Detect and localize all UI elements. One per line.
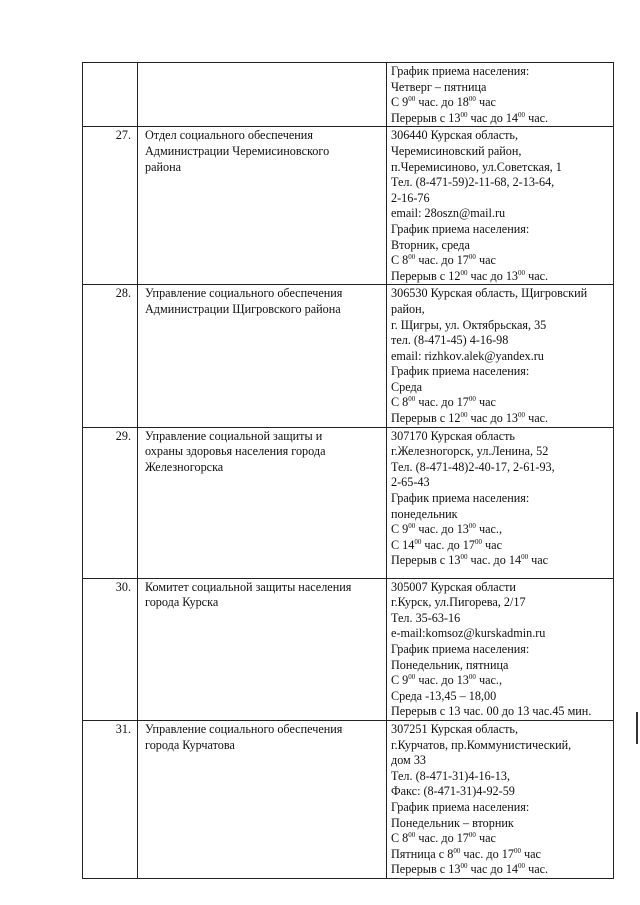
contact-line: тел. (8-471-45) 4-16-98 <box>391 333 509 348</box>
contact-line: Вторник, среда <box>391 237 470 252</box>
contact-info <box>387 127 614 285</box>
contact-line: 306530 Курская область, Щигровский <box>391 286 588 301</box>
contact-line: 307170 Курская область <box>391 428 515 443</box>
superscript: 00 <box>518 268 526 277</box>
organization-name <box>138 127 387 285</box>
row-number: 28. <box>83 285 138 427</box>
superscript: 00 <box>408 253 416 262</box>
contact-line: п.Черемисиново, ул.Советская, 1 <box>391 159 562 174</box>
contact-line: Перерыв с $12^{00}$ час до $13^{00}$ час. <box>391 411 549 426</box>
organization-line: Управление социального обеспечения <box>145 286 343 301</box>
superscript: 00 <box>468 831 476 840</box>
organization-line: Железногорска <box>145 459 224 474</box>
contact-line: 306440 Курская область, <box>391 128 519 143</box>
row-number: 31. <box>83 721 138 879</box>
superscript: 00 <box>468 395 476 404</box>
contact-line: С $8^{00}$ час. до $17^{00}$ час <box>391 395 496 410</box>
organization-name <box>138 285 387 427</box>
organization-line: города Курска <box>145 595 219 610</box>
table-row <box>83 721 614 879</box>
contact-line: С $9^{00}$ час. до $13^{00}$ час., <box>391 522 502 537</box>
superscript: 00 <box>468 95 476 104</box>
organization-line: Отдел социального обеспечения <box>145 128 313 143</box>
superscript: 00 <box>518 110 526 119</box>
contact-line: 2-16-76 <box>391 190 430 205</box>
contact-line: С $8^{00}$ час. до $17^{00}$ час <box>391 253 496 268</box>
row-number: 27. <box>83 127 138 285</box>
superscript: 00 <box>408 395 416 404</box>
contact-line: Перерыв с $12^{00}$ час до $13^{00}$ час. <box>391 268 549 283</box>
row-number: 30. <box>83 578 138 720</box>
organization-name <box>138 721 387 879</box>
contact-info <box>387 427 614 578</box>
superscript: 00 <box>468 253 476 262</box>
contact-line: г.Курск, ул.Пигорева, 2/17 <box>391 595 526 610</box>
organization-line: Управление социального обеспечения <box>145 722 343 736</box>
contact-line: Черемисиновский район, <box>391 143 522 158</box>
superscript: 00 <box>408 673 416 682</box>
superscript: 00 <box>460 268 468 277</box>
row-number: 29. <box>83 427 138 578</box>
superscript: 00 <box>460 862 468 871</box>
superscript: 00 <box>518 411 526 420</box>
contact-line: email: rizhkov.alek@yandex.ru <box>391 348 544 363</box>
contact-line: г.Курчатов, пр.Коммунистический, <box>391 737 572 752</box>
superscript: 00 <box>475 537 482 546</box>
organization-line: Комитет социальной защиты населения <box>145 579 352 594</box>
superscript: 00 <box>408 522 416 531</box>
organization-line: Администрации Черемисиновского <box>145 143 330 158</box>
superscript: 00 <box>468 522 476 531</box>
organization-name <box>138 63 387 127</box>
contact-line: 2-65-43 <box>391 475 430 490</box>
superscript: 00 <box>521 553 529 562</box>
contact-line: С $8^{00}$ час. до $17^{00}$ час <box>391 831 496 846</box>
edge-mark <box>636 712 638 744</box>
contact-line: Перерыв с $13^{00}$ час до $14^{00}$ час. <box>391 110 549 125</box>
contact-line: понедельник <box>391 506 458 521</box>
contact-line: Тел. (8-471-31)4-16-13, <box>391 768 510 783</box>
contact-line: email: 28oszn@mail.ru <box>391 206 506 221</box>
contact-line: Среда -13,45 – 18,00 <box>391 688 497 703</box>
contact-info <box>387 63 614 127</box>
contact-line: г. Щигры, ул. Октябрьская, 35 <box>391 317 547 332</box>
contact-line: Понедельник, пятница <box>391 657 509 672</box>
contact-line: г.Железногорск, ул.Ленина, 52 <box>391 444 549 459</box>
organization-line: района <box>145 159 182 174</box>
contact-line: Тел. (8-471-59)2-11-68, 2-13-64, <box>391 175 555 190</box>
contact-line: Факс: (8-471-31)4-92-59 <box>391 784 515 799</box>
table-row <box>83 127 614 285</box>
contact-line: дом 33 <box>391 753 427 768</box>
contact-line: Пятница с $8^{00}$ час. до $17^{00}$ час <box>391 846 541 861</box>
contact-line: Тел. 35-63-16 <box>391 610 461 625</box>
superscript: 00 <box>460 411 468 420</box>
contact-line: График приема населения: <box>391 221 530 236</box>
row-number <box>83 63 138 127</box>
superscript: 00 <box>408 831 416 840</box>
contact-line: Среда <box>391 379 423 394</box>
contact-line: С $14^{00}$ час. до $17^{00}$ час <box>391 537 502 552</box>
contact-line: Перерыв с 13 час. 00 до 13 час.45 мин. <box>391 704 592 719</box>
table-row <box>83 578 614 720</box>
contact-line: График приема населения: <box>391 642 530 657</box>
contact-line: Четверг – пятница <box>391 79 487 94</box>
contact-line: район, <box>391 301 425 316</box>
contacts-table <box>82 62 614 879</box>
table-row <box>83 427 614 578</box>
table-row <box>83 285 614 427</box>
contact-line: График приема населения: <box>391 799 530 814</box>
contact-info <box>387 285 614 427</box>
contact-info <box>387 721 614 879</box>
table-row <box>83 63 614 127</box>
organization-line: Управление социальной защиты и <box>145 428 323 443</box>
table-body <box>83 63 614 879</box>
superscript: 00 <box>414 537 422 546</box>
organization-name <box>138 578 387 720</box>
contact-line: С $9^{00}$ час. до $13^{00}$ час., <box>391 673 502 688</box>
superscript: 00 <box>518 862 526 871</box>
superscript: 00 <box>460 110 468 119</box>
organization-line: города Курчатова <box>145 737 235 752</box>
superscript: 00 <box>468 673 476 682</box>
contact-line: e-mail:komsoz@kurskadmin.ru <box>391 626 546 641</box>
contact-info <box>387 578 614 720</box>
contact-line: 307251 Курская область, <box>391 722 519 736</box>
contact-line: Тел. (8-471-48)2-40-17, 2-61-93, <box>391 459 555 474</box>
organization-line: охраны здоровья населения города <box>145 444 326 459</box>
organization-line: Администрации Щигровского района <box>145 301 341 316</box>
organization-name <box>138 427 387 578</box>
superscript: 00 <box>408 95 416 104</box>
superscript: 00 <box>453 846 461 855</box>
contact-line: График приема населения: <box>391 364 530 379</box>
contact-line: Перерыв с $13^{00}$ час. до $14^{00}$ час <box>391 553 549 568</box>
contact-line: График приема населения: <box>391 491 530 506</box>
superscript: 00 <box>460 553 468 562</box>
contact-line: График приема населения: <box>391 64 530 78</box>
contact-line: 305007 Курская области <box>391 579 516 594</box>
contact-line: С $9^{00}$ час. до $18^{00}$ час <box>391 95 496 110</box>
contact-line: Понедельник – вторник <box>391 815 514 830</box>
contact-line: Перерыв с $13^{00}$ час до $14^{00}$ час. <box>391 862 549 877</box>
superscript: 00 <box>513 846 521 855</box>
